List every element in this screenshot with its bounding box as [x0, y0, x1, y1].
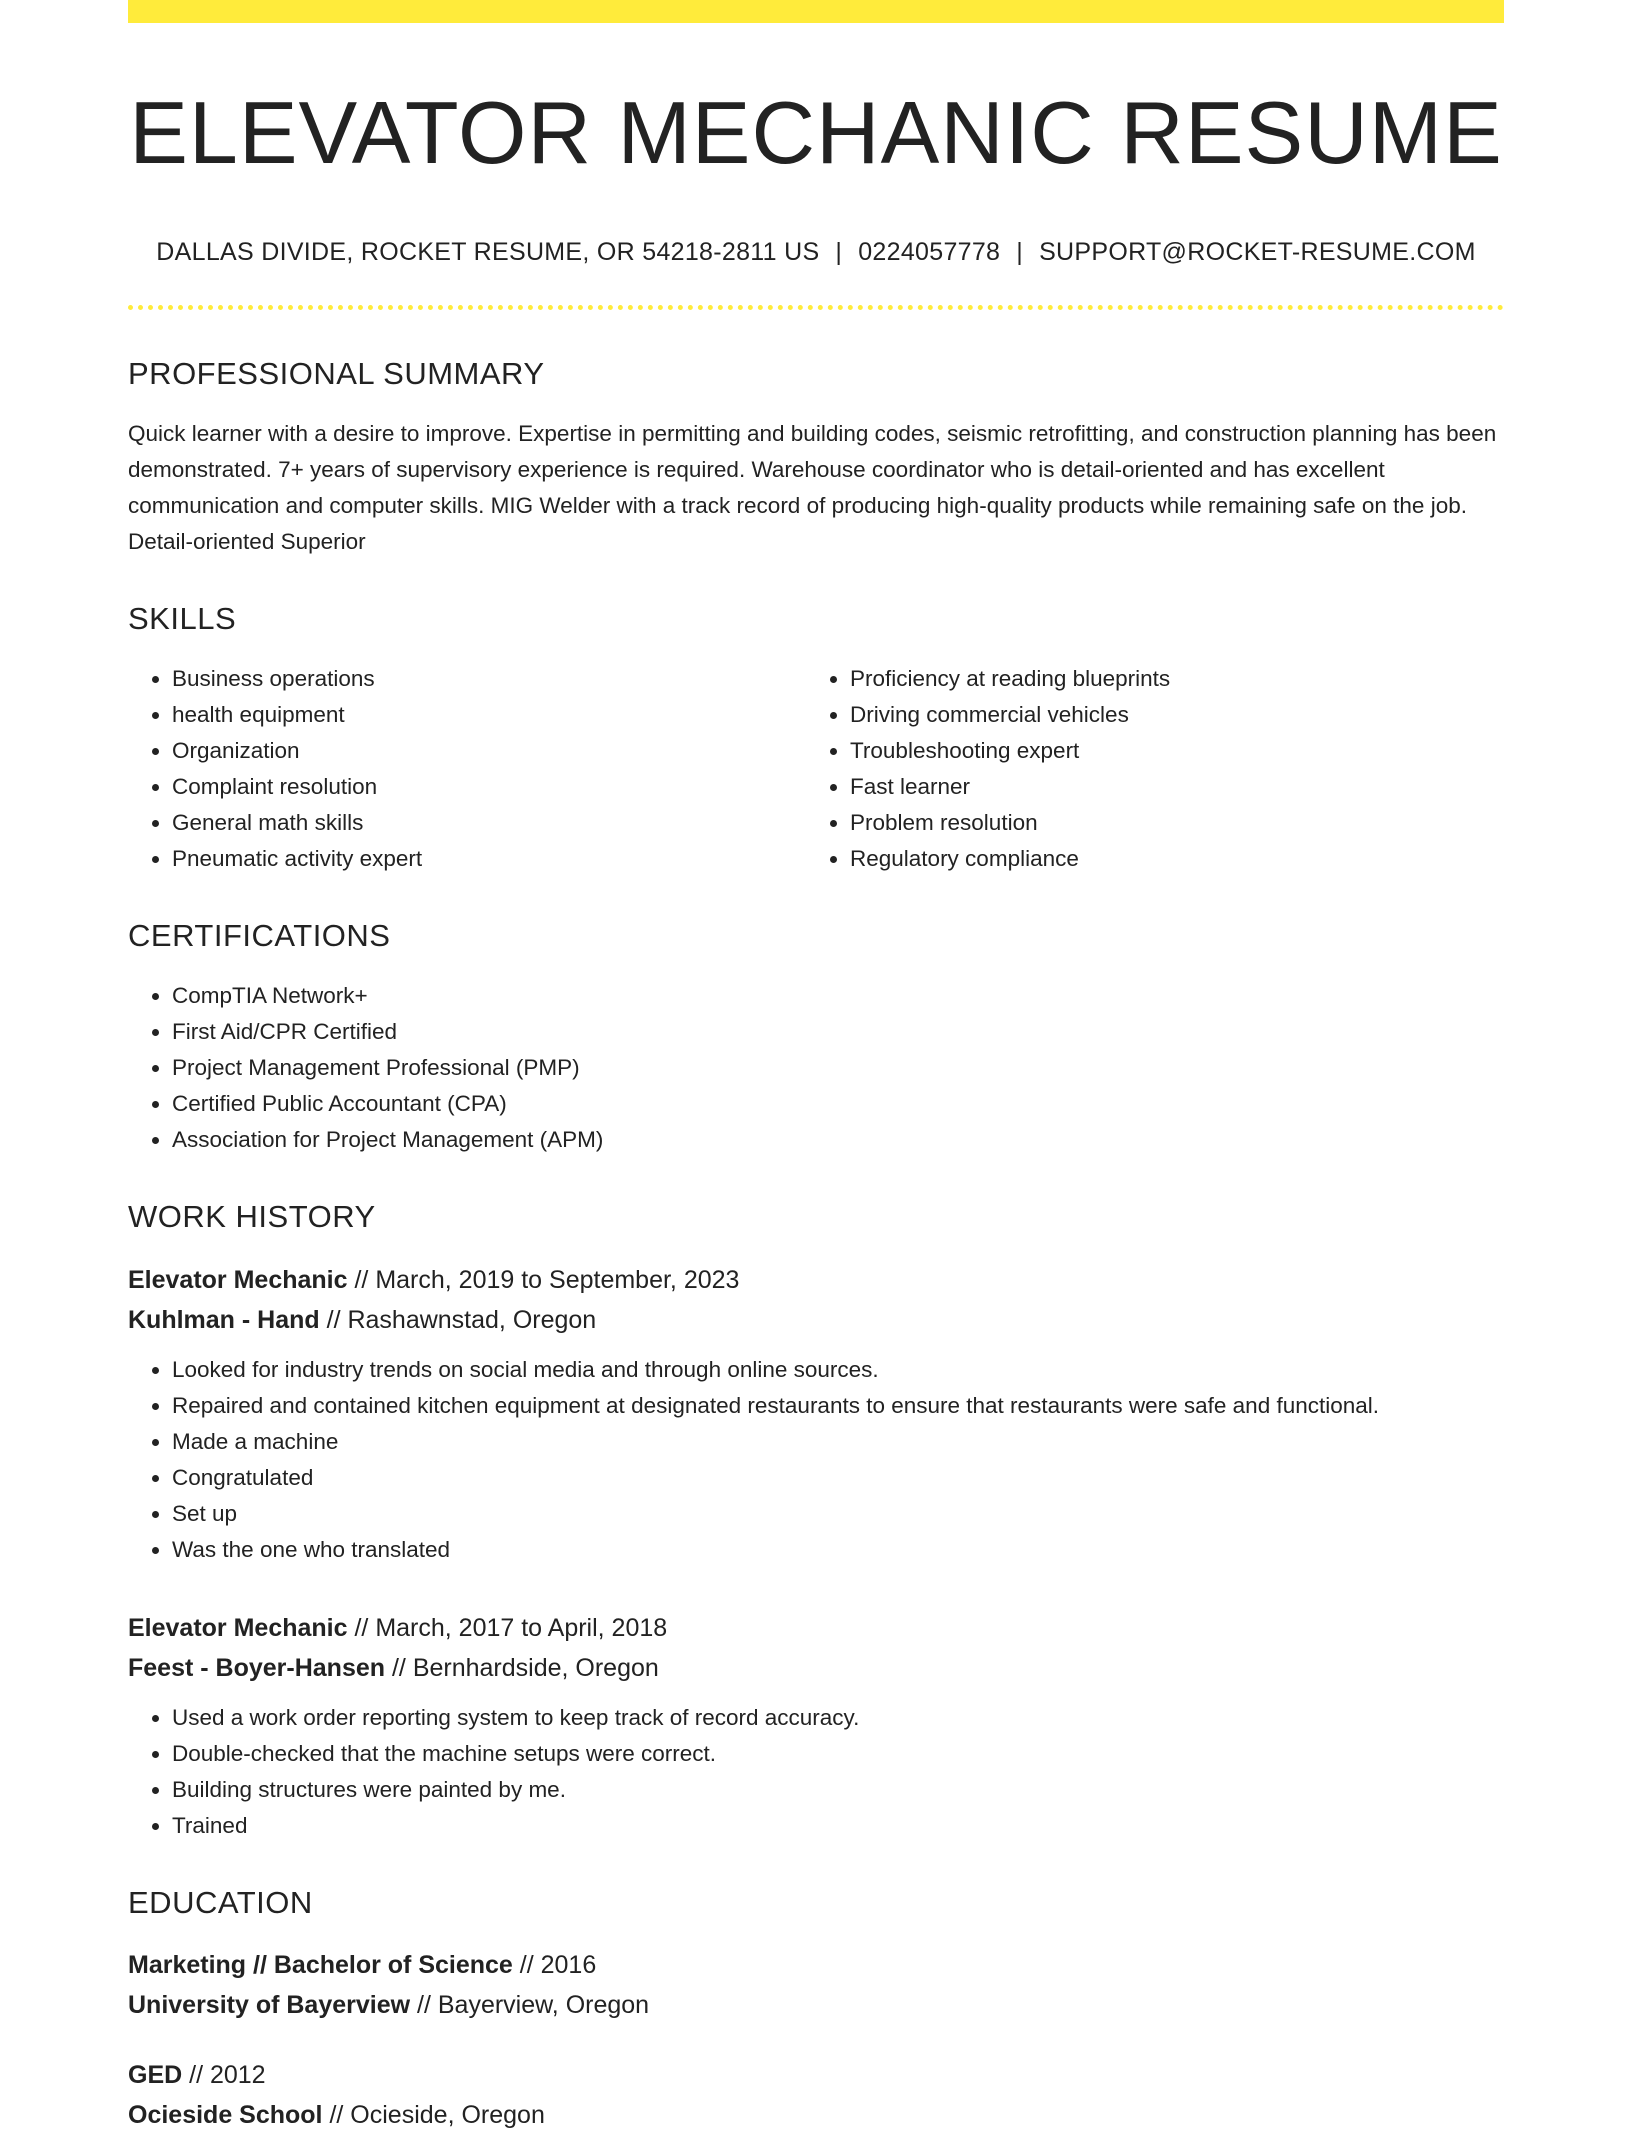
skill-item: • Business operations — [172, 661, 806, 697]
skill-item: • health equipment — [172, 697, 806, 733]
job-title-line — [128, 1260, 1504, 1300]
degree-year: // 2012 — [182, 2060, 266, 2089]
summary-text: Quick learner with a desire to improve. Expertise in permitting and building codes, seismic retrofitting, and construction planning has been demonstrated. 7+ years of supervisory experience is required. Warehouse coordinator who is detail-oriented and has excellent communication and computer skills. MIG Welder with a track record of producing high-quality products while remaining safe on the job. Detail-oriented Superior — [128, 420, 1497, 554]
job-bullet: • Building structures were painted by me. — [172, 1772, 1504, 1808]
school-line — [128, 2095, 1504, 2135]
skill-item: • Complaint resolution — [172, 769, 806, 805]
job-title: Elevator Mechanic — [128, 1613, 348, 1642]
education-section — [128, 1884, 1504, 2135]
top-accent-bar — [128, 0, 1504, 23]
section-heading: EDUCATION — [128, 1884, 313, 1920]
job-company-line — [128, 1648, 1504, 1688]
job-bullet: • Trained — [172, 1808, 1504, 1844]
job-dates: // March, 2019 to September, 2023 — [347, 1265, 740, 1294]
certification-item: • CompTIA Network+ — [172, 978, 1504, 1014]
job-dates: // March, 2017 to April, 2018 — [347, 1613, 668, 1642]
job-entry — [128, 1260, 1504, 1568]
degree-line — [128, 1945, 1504, 1985]
contact-separator: | — [835, 237, 843, 266]
section-heading: SKILLS — [128, 600, 237, 636]
job-company-line — [128, 1300, 1504, 1340]
certification-item: • Project Management Professional (PMP) — [172, 1050, 1504, 1086]
contact-address: DALLAS DIVIDE, ROCKET RESUME, OR 54218-2811 US — [156, 237, 820, 266]
school-line — [128, 1985, 1504, 2025]
job-bullet: • Looked for industry trends on social media and through online sources. — [172, 1352, 1504, 1388]
skill-item: • Troubleshooting expert — [850, 733, 1504, 769]
skill-item: • General math skills — [172, 805, 806, 841]
job-entry — [128, 1608, 1504, 1844]
skills-grid — [128, 661, 1504, 877]
job-bullet: • Congratulated — [172, 1460, 1504, 1496]
degree-line — [128, 2055, 1504, 2095]
degree: Marketing // Bachelor of Science — [128, 1950, 513, 1979]
contact-phone: 0224057778 — [858, 237, 1001, 266]
skill-item: • Organization — [172, 733, 806, 769]
section-heading: CERTIFICATIONS — [128, 918, 391, 954]
degree: GED — [128, 2060, 183, 2089]
job-bullet: • Was the one who translated — [172, 1532, 1504, 1568]
school: Ocieside School — [128, 2100, 323, 2129]
job-bullet: • Made a machine — [172, 1424, 1504, 1460]
contact-email: SUPPORT@ROCKET-RESUME.COM — [1039, 237, 1476, 266]
skill-item: • Driving commercial vehicles — [850, 697, 1504, 733]
skill-item: • Fast learner — [850, 769, 1504, 805]
dotted-divider — [128, 305, 1504, 310]
job-bullet: • Repaired and contained kitchen equipment at designated restaurants to ensure that restaurants were safe and functional. — [172, 1388, 1504, 1424]
school-location: // Ocieside, Oregon — [322, 2100, 545, 2129]
skill-item: • Regulatory compliance — [850, 841, 1504, 877]
certification-item: • Certified Public Accountant (CPA) — [172, 1086, 1504, 1122]
job-title: Elevator Mechanic — [128, 1265, 348, 1294]
job-location: // Bernhardside, Oregon — [385, 1653, 659, 1682]
job-company: Feest - Boyer-Hansen — [128, 1653, 386, 1682]
contact-line — [128, 238, 1504, 267]
school: University of Bayerview — [128, 1990, 411, 2019]
section-heading: WORK HISTORY — [128, 1199, 376, 1235]
school-location: // Bayerview, Oregon — [410, 1990, 650, 2019]
resume-page — [128, 0, 1504, 2135]
skill-item: • Problem resolution — [850, 805, 1504, 841]
resume-title: ELEVATOR MECHANIC RESUME — [129, 83, 1503, 182]
certifications-section — [128, 917, 1504, 1158]
skills-column-right — [806, 661, 1504, 877]
job-title-line — [128, 1608, 1504, 1648]
job-bullet: • Double-checked that the machine setups were correct. — [172, 1736, 1504, 1772]
skills-column-left — [128, 661, 806, 877]
education-entry — [128, 2055, 1504, 2135]
job-location: // Rashawnstad, Oregon — [319, 1305, 597, 1334]
degree-year: // 2016 — [512, 1950, 597, 1979]
contact-separator: | — [1016, 237, 1024, 266]
certification-item: • Association for Project Management (APM) — [172, 1122, 1504, 1158]
summary-section — [128, 355, 1504, 560]
skills-section — [128, 600, 1504, 877]
skill-item: • Pneumatic activity expert — [172, 841, 806, 877]
section-heading: PROFESSIONAL SUMMARY — [128, 355, 545, 391]
job-bullet: • Set up — [172, 1496, 1504, 1532]
certification-item: • First Aid/CPR Certified — [172, 1014, 1504, 1050]
skill-item: • Proficiency at reading blueprints — [850, 661, 1504, 697]
job-company: Kuhlman - Hand — [128, 1305, 320, 1334]
job-bullet: • Used a work order reporting system to keep track of record accuracy. — [172, 1700, 1504, 1736]
work-history-section — [128, 1198, 1504, 1843]
education-entry — [128, 1945, 1504, 2025]
